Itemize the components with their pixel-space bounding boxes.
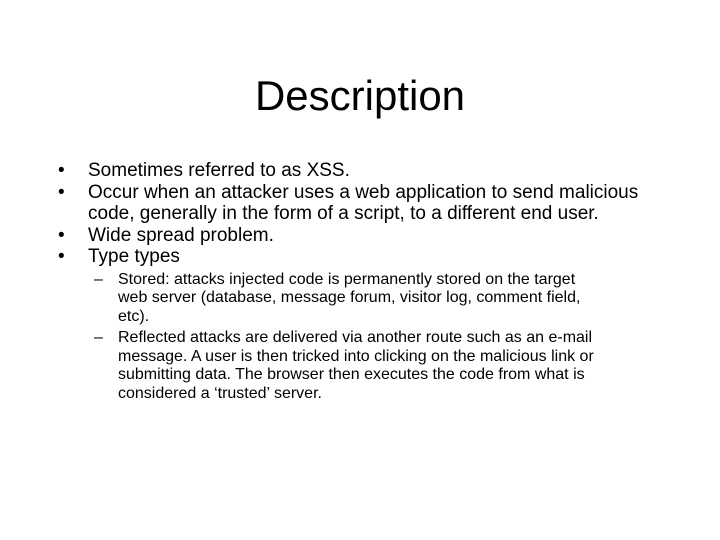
bullet-list [0, 160, 720, 403]
bullet-text: Type types [88, 246, 180, 267]
bullet-item [0, 160, 720, 182]
bullet-item [0, 225, 720, 247]
sub-bullet-item [94, 329, 660, 403]
sub-bullet-text: Stored: attacks injected code is permanently stored on the target web server (database, message forum, visitor log, comment field, etc). [118, 270, 581, 325]
bullet-text: Wide spread problem. [88, 224, 274, 246]
bullet-text: Occur when an attacker uses a web application to send malicious code, generally in the form of a script, to a different end user. [88, 181, 639, 224]
bullet-item [0, 246, 720, 403]
bullet-marker: • [58, 224, 65, 246]
sub-bullet-text: Reflected attacks are delivered via another route such as an e-mail message. A user is then tricked into clicking on the malicious link or submitting data. The browser then executes the code from what is considered a ‘trusted’ server. [118, 329, 594, 402]
sub-bullet-list [88, 271, 660, 404]
sub-bullet-marker: – [94, 329, 103, 346]
bullet-marker: • [58, 181, 65, 203]
slide-title: Description [254, 72, 466, 119]
sub-bullet-marker: – [94, 270, 103, 288]
bullet-marker: • [58, 160, 65, 181]
bullet-marker: • [58, 246, 65, 267]
sub-bullet-item [94, 270, 660, 327]
bullet-item [0, 182, 720, 225]
bullet-text: Sometimes referred to as XSS. [88, 160, 350, 181]
